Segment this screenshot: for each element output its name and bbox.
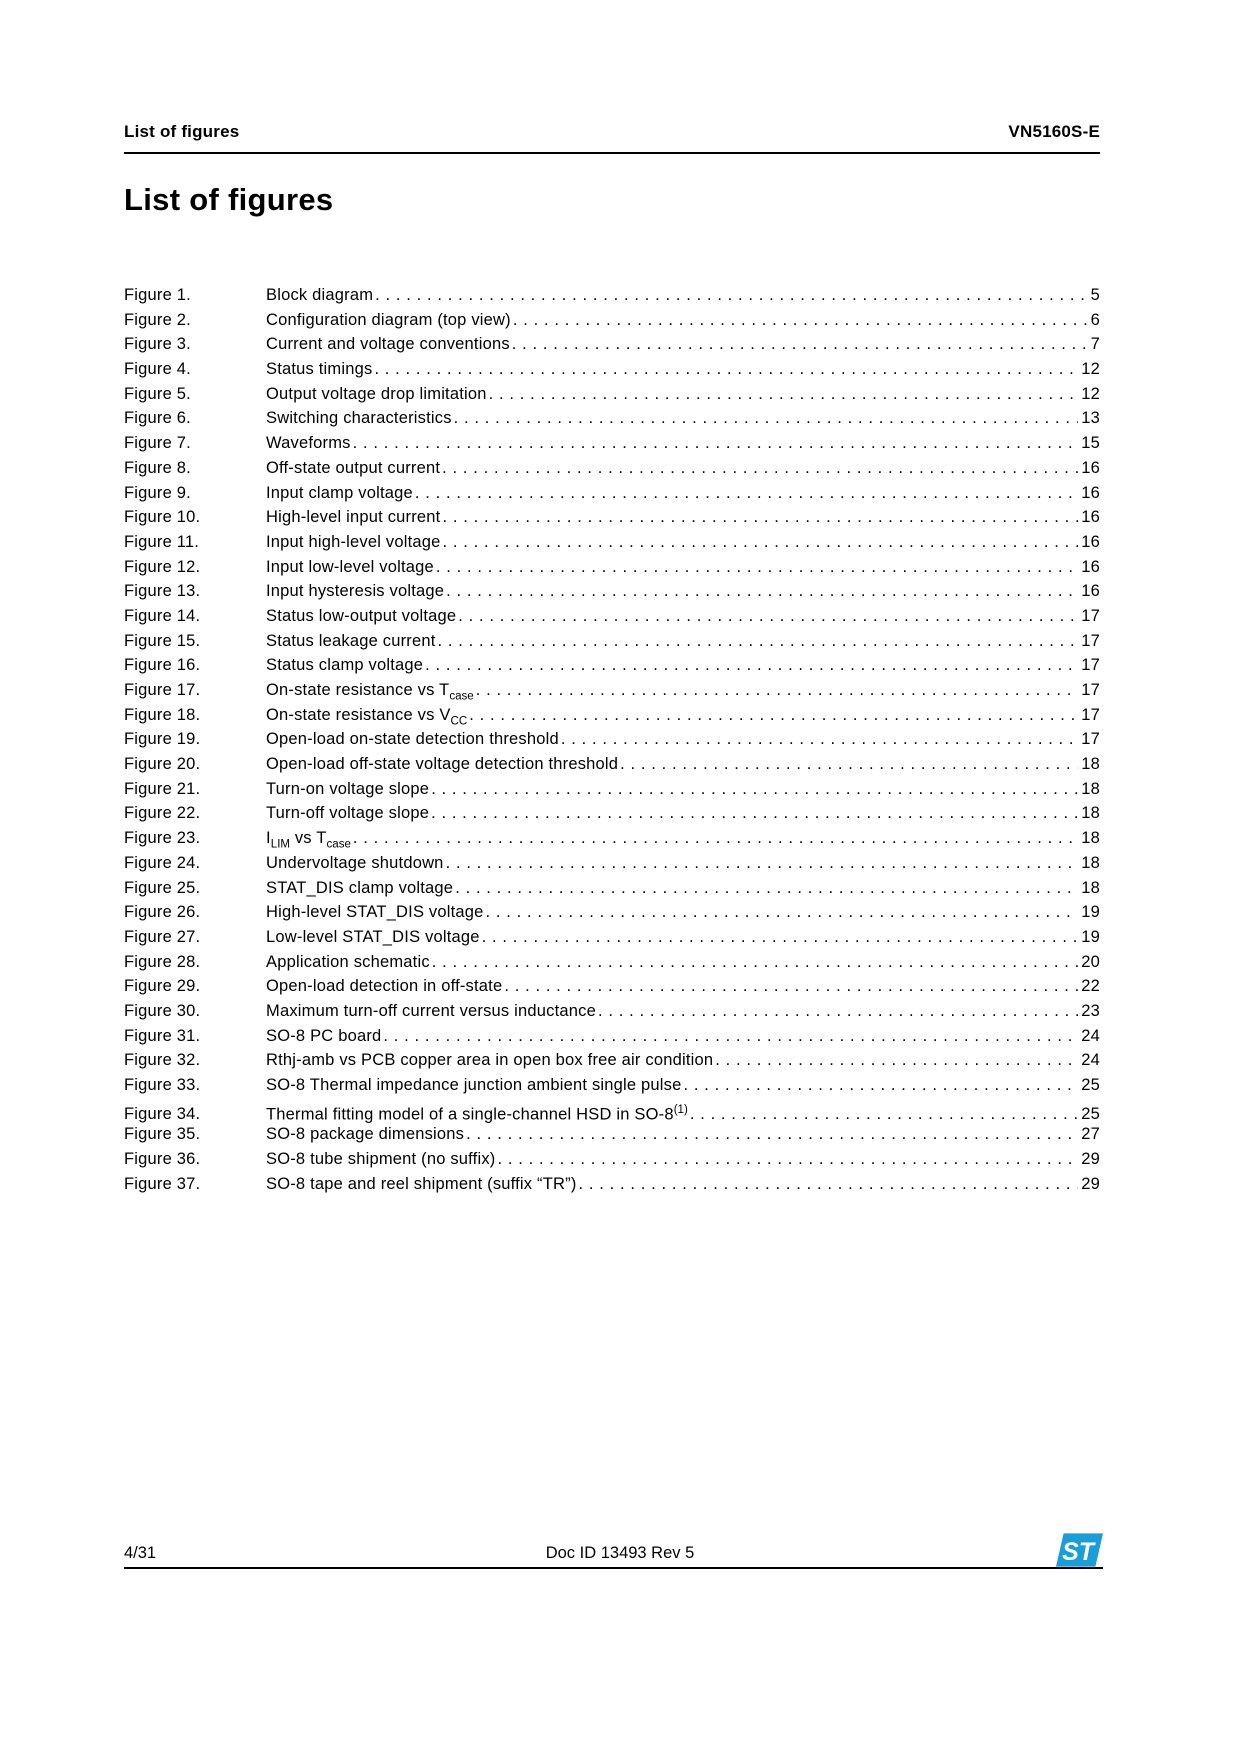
toc-entry[interactable] [124, 1172, 1100, 1197]
toc-entry[interactable] [124, 505, 1100, 530]
figure-label: Figure 32. [124, 1051, 201, 1070]
figure-label: Figure 13. [124, 582, 201, 601]
figure-label: Figure 22. [124, 804, 201, 823]
figure-title: Undervoltage shutdown [266, 853, 444, 872]
figure-title: Status leakage current [266, 631, 436, 650]
figure-title: Status clamp voltage [266, 656, 424, 675]
figure-page-number: 16 [1081, 557, 1100, 576]
figure-label: Figure 12. [124, 557, 201, 576]
dot-leader [383, 1024, 1078, 1049]
figure-page-number: 24 [1081, 1051, 1100, 1070]
dot-leader [431, 801, 1078, 826]
figure-label: Figure 33. [124, 1076, 201, 1094]
dot-leader [432, 950, 1078, 975]
figure-title: $I_{LIM}$ vs $T_{case}$ [266, 829, 351, 851]
dot-leader [504, 974, 1078, 999]
footer-rule [124, 1567, 1103, 1569]
toc-entry[interactable] [124, 555, 1100, 580]
figure-title: Input high-level voltage [266, 532, 441, 551]
figure-page-number: 18 [1081, 755, 1100, 774]
dot-leader [561, 727, 1078, 752]
figure-label: Figure 30. [124, 1001, 201, 1020]
figure-label: Figure 10. [124, 508, 201, 527]
dot-leader [513, 308, 1088, 333]
figure-label: Figure 37. [124, 1174, 201, 1193]
figure-label: Figure 27. [124, 927, 201, 946]
figure-page-number: 18 [1081, 804, 1100, 823]
toc-entry[interactable] [124, 974, 1100, 999]
header-part-number: VN5160S-E [1008, 122, 1100, 141]
toc-entry[interactable] [124, 357, 1100, 382]
figure-title: Status timings [266, 360, 373, 379]
figure-page-number: 12 [1081, 384, 1100, 403]
figure-page-number: 17 [1081, 631, 1100, 650]
toc-entry[interactable] [124, 851, 1100, 876]
dot-leader [446, 579, 1078, 604]
figure-title: Open-load on-state detection threshold [266, 730, 559, 749]
figure-title: SO-8 tape and reel shipment (suffix “TR”) [266, 1174, 577, 1193]
dot-leader [486, 900, 1079, 925]
toc-entry[interactable] [124, 579, 1100, 604]
figure-title: SO-8 PC board [266, 1026, 382, 1045]
toc-entry[interactable] [124, 1024, 1100, 1049]
toc-entry[interactable] [124, 530, 1100, 555]
toc-entry[interactable] [124, 777, 1100, 802]
figure-title: Input low-level voltage [266, 557, 434, 576]
figure-page-number: 16 [1081, 458, 1100, 477]
figure-title: Low-level STAT_DIS voltage [266, 927, 480, 946]
figure-page-number: 17 [1081, 606, 1100, 625]
dot-leader [620, 752, 1078, 777]
dot-leader [436, 555, 1078, 580]
figure-label: Figure 24. [124, 853, 201, 872]
figure-page-number: 6 [1090, 310, 1100, 329]
figure-title: Input hysteresis voltage [266, 582, 445, 601]
figure-page-number: 25 [1081, 1076, 1100, 1094]
dot-leader [454, 406, 1079, 431]
figure-title: Block diagram [266, 286, 374, 304]
toc-entry[interactable] [124, 1048, 1100, 1073]
figure-page-number: 17 [1081, 705, 1100, 724]
st-logo-text: ST [1062, 1537, 1095, 1566]
figure-title: STAT_DIS clamp voltage [266, 878, 454, 897]
dot-leader [431, 777, 1078, 802]
toc-entry[interactable] [124, 481, 1100, 506]
dot-leader [579, 1172, 1079, 1197]
dot-leader [375, 283, 1087, 308]
dot-leader [715, 1048, 1078, 1073]
figure-list [124, 283, 1100, 1196]
figure-title: Switching characteristics [266, 409, 452, 428]
figure-page-number: 23 [1081, 1001, 1100, 1020]
figure-label: Figure 7. [124, 434, 191, 453]
figure-label: Figure 14. [124, 606, 201, 625]
dot-leader [353, 826, 1078, 851]
toc-entry[interactable] [124, 801, 1100, 826]
toc-entry[interactable] [124, 900, 1100, 925]
figure-page-number: 22 [1081, 977, 1100, 996]
dot-leader [476, 678, 1079, 703]
figure-page-number: 18 [1081, 878, 1100, 897]
toc-entry[interactable] [124, 332, 1100, 357]
figure-title: Thermal fitting model of a single-channel HSD in SO-8$^{(1)}$ [266, 1103, 688, 1124]
figure-page-number: 16 [1081, 508, 1100, 527]
figure-label: Figure 19. [124, 730, 201, 749]
figure-title: Input clamp voltage [266, 483, 413, 502]
dot-leader [482, 925, 1079, 950]
dot-leader [425, 653, 1078, 678]
figure-label: Figure 36. [124, 1150, 201, 1169]
figure-label: Figure 29. [124, 977, 201, 996]
dot-leader [353, 431, 1079, 456]
figure-title: High-level STAT_DIS voltage [266, 903, 484, 922]
figure-label: Figure 28. [124, 952, 201, 971]
figure-page-number: 5 [1090, 286, 1100, 304]
dot-leader [466, 1122, 1078, 1147]
figure-label: Figure 21. [124, 779, 201, 798]
figure-label: Figure 23. [124, 829, 201, 848]
figure-title: Rthj-amb vs PCB copper area in open box free air condition [266, 1051, 714, 1070]
toc-entry[interactable] [124, 406, 1100, 431]
figure-label: Figure 25. [124, 878, 201, 897]
figure-title: Open-load detection in off-state [266, 977, 503, 996]
figure-page-number: 25 [1081, 1105, 1100, 1124]
figure-title: Configuration diagram (top view) [266, 310, 511, 329]
figure-label: Figure 6. [124, 409, 191, 428]
figure-label: Figure 20. [124, 755, 201, 774]
toc-entry[interactable] [124, 1122, 1100, 1147]
figure-page-number: 13 [1081, 409, 1100, 428]
figure-title: On-state resistance vs $V_{CC}$ [266, 705, 468, 727]
toc-entry[interactable] [124, 950, 1100, 975]
dot-leader [442, 505, 1078, 530]
toc-entry[interactable] [124, 678, 1100, 703]
figure-label: Figure 17. [124, 681, 201, 699]
dot-leader [442, 456, 1078, 481]
figure-label: Figure 3. [124, 335, 191, 354]
header-rule [124, 152, 1100, 154]
toc-entry[interactable] [124, 1098, 1100, 1123]
figure-label: Figure 2. [124, 310, 191, 329]
figure-title: Output voltage drop limitation [266, 384, 487, 403]
dot-leader [598, 999, 1078, 1024]
figure-label: Figure 34. [124, 1105, 201, 1124]
toc-entry[interactable] [124, 431, 1100, 456]
figure-label: Figure 4. [124, 360, 191, 379]
toc-entry[interactable] [124, 752, 1100, 777]
figure-title: Waveforms [266, 434, 351, 453]
figure-label: Figure 5. [124, 384, 191, 403]
st-logo-icon [1056, 1533, 1103, 1567]
dot-leader [415, 481, 1078, 506]
toc-entry[interactable] [124, 604, 1100, 629]
dot-leader [458, 604, 1078, 629]
figure-title: Application schematic [266, 952, 430, 971]
toc-entry[interactable] [124, 283, 1100, 308]
figure-page-number: 15 [1081, 434, 1100, 453]
figure-page-number: 18 [1081, 779, 1100, 798]
figure-label: Figure 18. [124, 705, 201, 724]
figure-page-number: 24 [1081, 1026, 1100, 1045]
toc-entry[interactable] [124, 826, 1100, 851]
figure-page-number: 20 [1081, 952, 1100, 971]
figure-page-number: 29 [1081, 1174, 1100, 1193]
dot-leader [497, 1147, 1078, 1172]
dot-leader [374, 357, 1078, 382]
figure-title: Status low-output voltage [266, 606, 457, 625]
figure-page-number: 18 [1081, 829, 1100, 848]
figure-page-number: 19 [1081, 927, 1100, 946]
figure-title: SO-8 package dimensions [266, 1125, 465, 1144]
figure-label: Figure 15. [124, 631, 201, 650]
dot-leader [455, 876, 1078, 901]
dot-leader [489, 382, 1079, 407]
toc-entry[interactable] [124, 629, 1100, 654]
toc-entry[interactable] [124, 653, 1100, 678]
toc-entry[interactable] [124, 382, 1100, 407]
figure-title: SO-8 tube shipment (no suffix) [266, 1150, 496, 1169]
toc-entry[interactable] [124, 999, 1100, 1024]
figure-title: Open-load off-state voltage detection threshold [266, 755, 619, 774]
figure-label: Figure 1. [124, 286, 191, 304]
toc-entry[interactable] [124, 703, 1100, 728]
figure-page-number: 16 [1081, 582, 1100, 601]
dot-leader [683, 1073, 1078, 1098]
figure-title: Off-state output current [266, 458, 441, 477]
dot-leader [438, 629, 1079, 654]
figure-title: Turn-on voltage slope [266, 779, 430, 798]
toc-entry[interactable] [124, 876, 1100, 901]
toc-entry[interactable] [124, 727, 1100, 752]
figure-page-number: 12 [1081, 360, 1100, 379]
figure-page-number: 18 [1081, 853, 1100, 872]
toc-entry[interactable] [124, 925, 1100, 950]
figure-page-number: 17 [1081, 730, 1100, 749]
toc-entry[interactable] [124, 308, 1100, 333]
figure-label: Figure 16. [124, 656, 201, 675]
toc-entry[interactable] [124, 1073, 1100, 1098]
figure-page-number: 27 [1081, 1125, 1100, 1144]
page-title: List of figures [124, 182, 334, 217]
figure-label: Figure 11. [124, 532, 200, 551]
dot-leader [512, 332, 1088, 357]
figure-title: Maximum turn-off current versus inductance [266, 1001, 596, 1020]
dot-leader [446, 851, 1079, 876]
figure-page-number: 17 [1081, 681, 1100, 699]
figure-page-number: 29 [1081, 1150, 1100, 1169]
dot-leader [443, 530, 1079, 555]
figure-page-number: 16 [1081, 532, 1100, 551]
figure-page-number: 17 [1081, 656, 1100, 675]
figure-label: Figure 9. [124, 483, 191, 502]
figure-page-number: 19 [1081, 903, 1100, 922]
figure-label: Figure 26. [124, 903, 201, 922]
figure-label: Figure 35. [124, 1125, 201, 1144]
header-section-title: List of figures [124, 122, 240, 141]
running-header [124, 122, 1100, 142]
figure-title: Current and voltage conventions [266, 335, 510, 354]
figure-page-number: 16 [1081, 483, 1100, 502]
footer-page-indicator: 4/31 [124, 1544, 157, 1562]
figure-label: Figure 31. [124, 1026, 201, 1045]
footer-doc-id: Doc ID 13493 Rev 5 [545, 1544, 695, 1562]
toc-entry[interactable] [124, 1147, 1100, 1172]
figure-title: Turn-off voltage slope [266, 804, 430, 823]
dot-leader [469, 703, 1078, 728]
figure-title: SO-8 Thermal impedance junction ambient single pulse [266, 1076, 682, 1094]
figure-page-number: 7 [1090, 335, 1100, 354]
figure-label: Figure 8. [124, 458, 191, 477]
figure-title: On-state resistance vs $T_{case}$ [266, 681, 474, 703]
toc-entry[interactable] [124, 456, 1100, 481]
figure-title: High-level input current [266, 508, 441, 527]
